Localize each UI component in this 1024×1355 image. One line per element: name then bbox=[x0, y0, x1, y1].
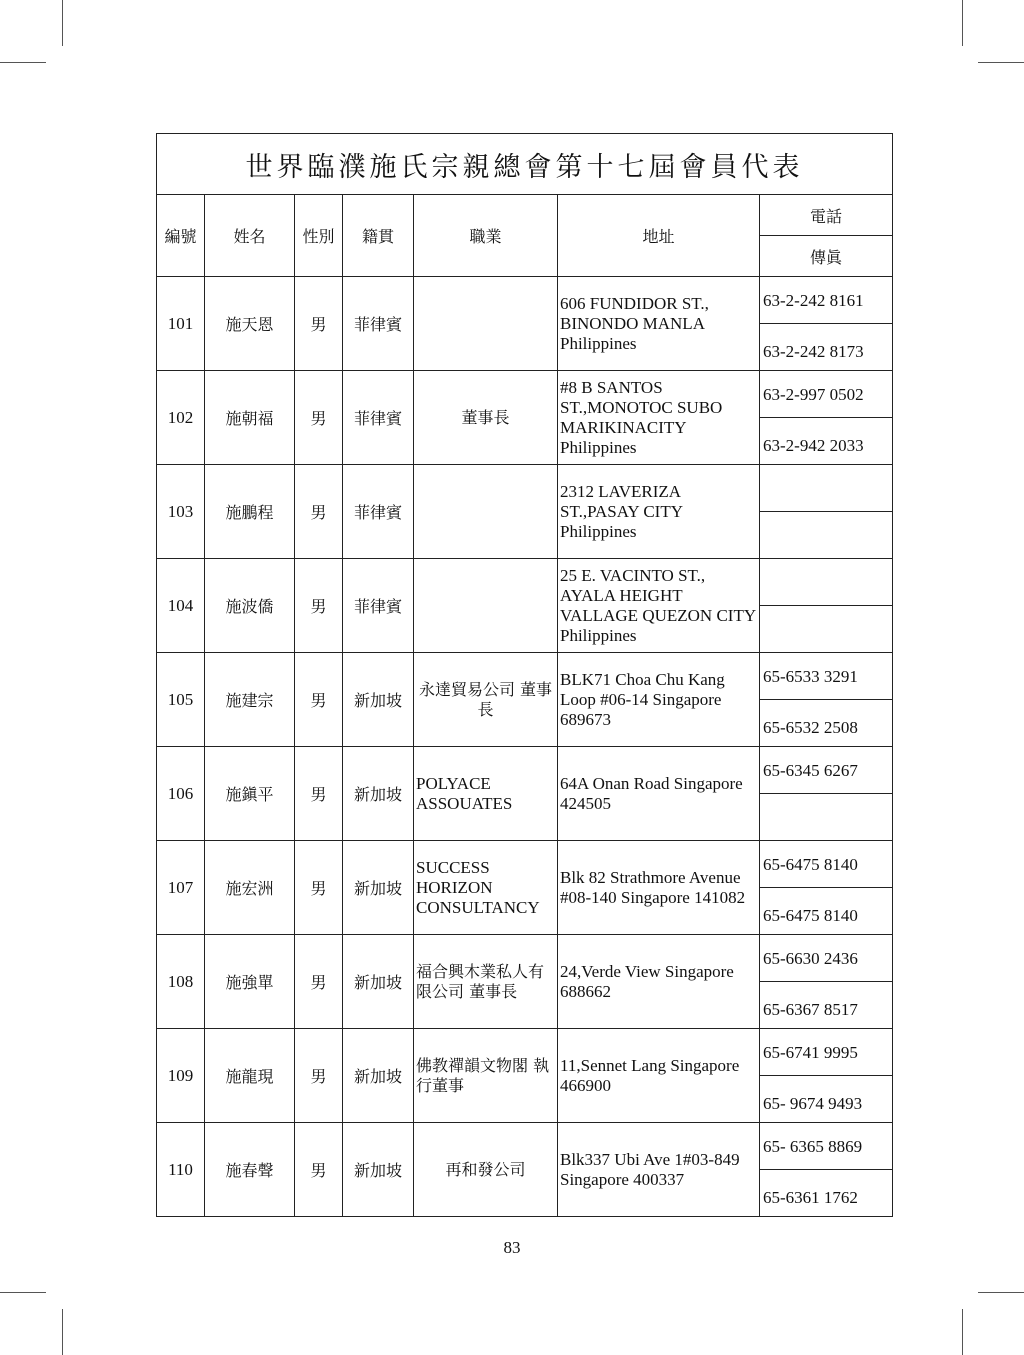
member-address: 64A Onan Road Singapore 424505 bbox=[558, 747, 760, 841]
member-phone: 65- 6365 8869 bbox=[760, 1123, 893, 1170]
member-origin: 新加坡 bbox=[343, 935, 414, 1029]
member-fax: 65-6361 1762 bbox=[760, 1170, 893, 1217]
header-no: 編號 bbox=[157, 195, 205, 277]
member-gender: 男 bbox=[295, 841, 343, 935]
member-address: 24,Verde View Singapore 688662 bbox=[558, 935, 760, 1029]
header-phone: 電話 bbox=[760, 195, 893, 236]
table-row bbox=[157, 277, 893, 324]
member-origin: 菲律賓 bbox=[343, 465, 414, 559]
table-row bbox=[157, 1029, 893, 1076]
member-gender: 男 bbox=[295, 1029, 343, 1123]
member-name: 施鵬程 bbox=[205, 465, 295, 559]
member-fax bbox=[760, 512, 893, 559]
member-no: 109 bbox=[157, 1029, 205, 1123]
table-row bbox=[157, 653, 893, 700]
member-occupation bbox=[414, 465, 558, 559]
member-origin: 新加坡 bbox=[343, 841, 414, 935]
member-name: 施宏洲 bbox=[205, 841, 295, 935]
member-no: 104 bbox=[157, 559, 205, 653]
member-gender: 男 bbox=[295, 465, 343, 559]
member-occupation: 福合興木業私人有限公司 董事長 bbox=[414, 935, 558, 1029]
member-name: 施天恩 bbox=[205, 277, 295, 371]
member-origin: 菲律賓 bbox=[343, 559, 414, 653]
header-origin: 籍貫 bbox=[343, 195, 414, 277]
member-address: Blk337 Ubi Ave 1#03-849 Singapore 400337 bbox=[558, 1123, 760, 1217]
member-origin: 新加坡 bbox=[343, 1123, 414, 1217]
table-row bbox=[157, 841, 893, 888]
crop-mark bbox=[0, 1292, 46, 1293]
page-number: 83 bbox=[503, 1238, 521, 1257]
table-row bbox=[157, 371, 893, 418]
member-origin: 新加坡 bbox=[343, 653, 414, 747]
crop-mark bbox=[0, 62, 46, 63]
member-occupation: 董事長 bbox=[414, 371, 558, 465]
member-phone bbox=[760, 559, 893, 606]
member-no: 108 bbox=[157, 935, 205, 1029]
member-origin: 新加坡 bbox=[343, 747, 414, 841]
header-address: 地址 bbox=[558, 195, 760, 277]
member-address: BLK71 Choa Chu Kang Loop #06-14 Singapore 689673 bbox=[558, 653, 760, 747]
member-phone: 63-2-242 8161 bbox=[760, 277, 893, 324]
member-gender: 男 bbox=[295, 277, 343, 371]
member-name: 施春聲 bbox=[205, 1123, 295, 1217]
member-no: 107 bbox=[157, 841, 205, 935]
member-no: 101 bbox=[157, 277, 205, 371]
member-roster-table bbox=[156, 133, 893, 1217]
table-row bbox=[157, 747, 893, 794]
member-address: 2312 LAVERIZA ST.,PASAY CITY Philippines bbox=[558, 465, 760, 559]
table-row bbox=[157, 1123, 893, 1170]
member-fax bbox=[760, 794, 893, 841]
member-phone bbox=[760, 465, 893, 512]
member-name: 施強單 bbox=[205, 935, 295, 1029]
crop-mark bbox=[62, 0, 63, 46]
crop-mark bbox=[962, 0, 963, 46]
member-fax: 65-6367 8517 bbox=[760, 982, 893, 1029]
member-gender: 男 bbox=[295, 559, 343, 653]
member-name: 施龍現 bbox=[205, 1029, 295, 1123]
member-gender: 男 bbox=[295, 1123, 343, 1217]
header-occupation: 職業 bbox=[414, 195, 558, 277]
member-fax bbox=[760, 606, 893, 653]
member-phone: 65-6741 9995 bbox=[760, 1029, 893, 1076]
member-phone: 65-6345 6267 bbox=[760, 747, 893, 794]
member-origin: 新加坡 bbox=[343, 1029, 414, 1123]
member-phone: 65-6533 3291 bbox=[760, 653, 893, 700]
member-name: 施建宗 bbox=[205, 653, 295, 747]
member-fax: 65- 9674 9493 bbox=[760, 1076, 893, 1123]
crop-mark bbox=[978, 62, 1024, 63]
member-fax: 63-2-942 2033 bbox=[760, 418, 893, 465]
member-occupation bbox=[414, 559, 558, 653]
table-row bbox=[157, 465, 893, 512]
member-occupation: 永達貿易公司 董事長 bbox=[414, 653, 558, 747]
table-row bbox=[157, 559, 893, 606]
member-phone: 65-6475 8140 bbox=[760, 841, 893, 888]
page-title: 世界臨濮施氏宗親總會第十七屆會員代表 bbox=[157, 134, 893, 195]
member-no: 106 bbox=[157, 747, 205, 841]
member-address: Blk 82 Strathmore Avenue #08-140 Singapore 141082 bbox=[558, 841, 760, 935]
member-fax: 63-2-242 8173 bbox=[760, 324, 893, 371]
member-no: 105 bbox=[157, 653, 205, 747]
member-origin: 菲律賓 bbox=[343, 277, 414, 371]
crop-mark bbox=[62, 1309, 63, 1355]
member-address: #8 B SANTOS ST.,MONOTOC SUBO MARIKINACITY Philippines bbox=[558, 371, 760, 465]
crop-mark bbox=[962, 1309, 963, 1355]
member-phone: 63-2-997 0502 bbox=[760, 371, 893, 418]
header-gender: 性別 bbox=[295, 195, 343, 277]
member-fax: 65-6475 8140 bbox=[760, 888, 893, 935]
member-gender: 男 bbox=[295, 653, 343, 747]
member-phone: 65-6630 2436 bbox=[760, 935, 893, 982]
member-gender: 男 bbox=[295, 747, 343, 841]
member-occupation: 再和發公司 bbox=[414, 1123, 558, 1217]
member-gender: 男 bbox=[295, 371, 343, 465]
member-origin: 菲律賓 bbox=[343, 371, 414, 465]
member-address: 25 E. VACINTO ST., AYALA HEIGHT VALLAGE QUEZON CITY Philippines bbox=[558, 559, 760, 653]
member-name: 施朝福 bbox=[205, 371, 295, 465]
member-address: 11,Sennet Lang Singapore 466900 bbox=[558, 1029, 760, 1123]
member-name: 施鎭平 bbox=[205, 747, 295, 841]
header-name: 姓名 bbox=[205, 195, 295, 277]
member-fax: 65-6532 2508 bbox=[760, 700, 893, 747]
member-gender: 男 bbox=[295, 935, 343, 1029]
member-no: 102 bbox=[157, 371, 205, 465]
crop-mark bbox=[978, 1292, 1024, 1293]
member-occupation: POLYACE ASSOUATES bbox=[414, 747, 558, 841]
member-address: 606 FUNDIDOR ST., BINONDO MANLA Philippines bbox=[558, 277, 760, 371]
member-occupation bbox=[414, 277, 558, 371]
member-occupation: 佛教禪韻文物閣 執行董事 bbox=[414, 1029, 558, 1123]
member-no: 110 bbox=[157, 1123, 205, 1217]
header-fax: 傳眞 bbox=[760, 236, 893, 277]
table-row bbox=[157, 935, 893, 982]
member-no: 103 bbox=[157, 465, 205, 559]
member-name: 施波僑 bbox=[205, 559, 295, 653]
member-occupation: SUCCESS HORIZON CONSULTANCY bbox=[414, 841, 558, 935]
